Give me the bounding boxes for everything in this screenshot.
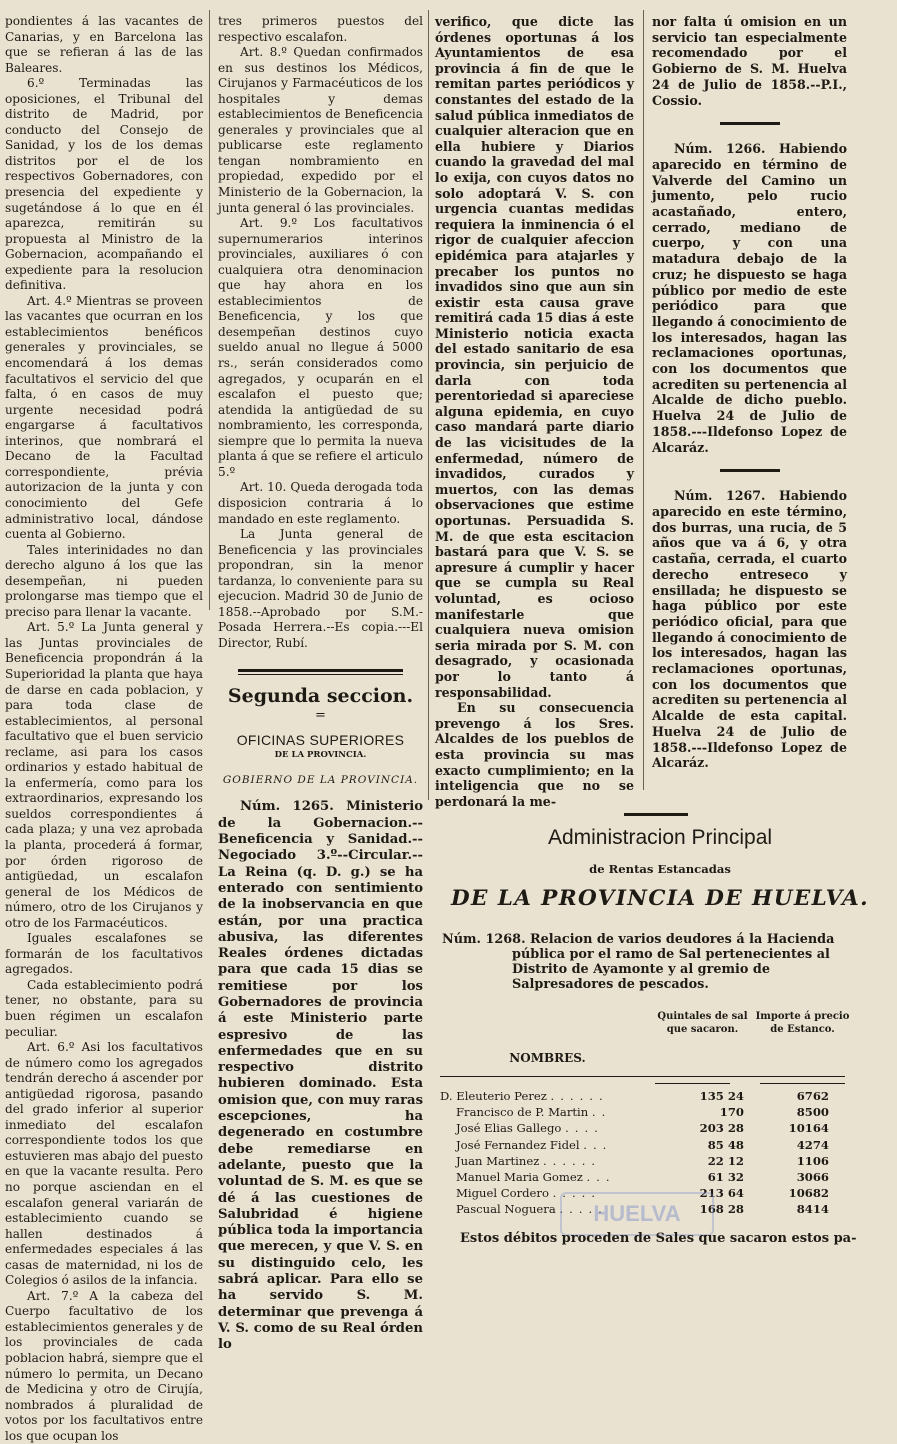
divider bbox=[720, 122, 780, 125]
paragraph: 6.º Terminadas las oposiciones, el Tribunal del distrito de Madrid, por conducto del Consejo de Sanidad, y los de los demas distritos por el de los respectivos Gobernadores, con presencia del expediente y sugetándose á lo que en él aparezca, remitirán su propuesta al Ministro de la Gobernacion, acompañando el expediente para la resolucion definitiva. bbox=[5, 76, 203, 293]
debtor-quintales: 135 24 bbox=[699, 1089, 744, 1103]
table-row bbox=[440, 1089, 855, 1105]
paragraph: Art. 8.º Quedan confirmados en sus destinos los Médicos, Cirujanos y Farmacéuticos de los hospitales y demas establecimientos de Beneficencia generales y provinciales que al publicarse este reglamento tengan nombramiento en propiedad, expedido por el Ministerio de la Gobernacion, la junta general ó las provinciales. bbox=[218, 45, 423, 215]
section-ornament: = bbox=[315, 708, 326, 724]
debtor-name: José Elias Gallego .... bbox=[456, 1121, 604, 1136]
column-3 bbox=[435, 14, 634, 809]
table-rule bbox=[655, 1083, 730, 1084]
paragraph: nor falta ú omision en un servicio tan especialmente recomendado por el Gobierno de S. M. Huelva 24 de Julio de 1858.--P.I., Cossio. bbox=[652, 14, 847, 108]
column-2 bbox=[218, 14, 423, 1354]
debtor-name: D. Eleuterio Perez ...... bbox=[440, 1089, 609, 1103]
debtor-quintales: 168 28 bbox=[699, 1202, 744, 1217]
table-row bbox=[440, 1121, 855, 1137]
notice-1267: Núm. 1267. Habiendo aparecido en este término, dos burras, una rucia, de 5 años que va á 6, y otra castaña, cerrada, el cuarto derecho entreseco y ensillada; he dispuesto se haga público por este periódico oficial, para que llegando á conocimiento de los interesados, hagan las reclamaciones oportunas, con los documentos que acrediten su pertenencia al Alcalde de esta capital. Huelva 24 de Julio de 1858.---Ildefonso Lopez de Alcaráz. bbox=[652, 488, 847, 771]
paragraph: Art. 9.º Los facultativos supernumerarios interinos provinciales, auxiliares ó con cualquiera otra denominacion que hay ahora en los establecimientos de Beneficencia, y los que desempeñan destinos cuyo sueldo anual no llegue á 5000 rs., serán considerados como agregados, y ocuparán en el escalafon el puesto que; atendida la antigüedad de su nombramiento, les corresponda, siempre que lo permita la nueva planta á que se refiere el articulo 5.º bbox=[218, 216, 423, 479]
paragraph: Art. 4.º Mientras se proveen las vacantes que ocurran en los establecimientos benéficos generales y provinciales, se encomendará á los demas facultativos el servicio del que falta, ó en casos de muy urgente necesidad podrá engargarse á facultativos interinos, que nombrará el Decano de la Facultad correspondiente, prévia autorizacion de la junta y con conocimiento del Gefe administrativo local, dándose cuenta al Gobierno. bbox=[5, 293, 203, 542]
paragraph: tres primeros puestos del respectivo escalafon. bbox=[218, 14, 423, 44]
table-rule bbox=[440, 1076, 845, 1077]
oficinas-heading: OFICINAS SUPERIORES bbox=[236, 732, 405, 749]
table-rule bbox=[760, 1083, 845, 1084]
debtor-quintales: 203 28 bbox=[699, 1121, 744, 1136]
section-title: Segunda seccion. bbox=[227, 685, 414, 708]
paragraph: Art. 6.º Asi los facultativos de número como los agregados tendrán derecho á ascender por antigüedad rigorosa, pasando del grado inferior al superior inmediato del escalafon correspondiente todos los que estuvieren mas abajo del puesto en que la vacante resulta. Pero no porque asciendan en el escalafon general variarán de establecimiento cuando se hallen destinados á enfermedades especiales á las casas de maternidad, ni los de Colegios ó asilos de la infancia. bbox=[5, 1040, 203, 1288]
notice-1266: Núm. 1266. Habiendo aparecido en término de Valverde del Camino un jumento, pelo rucio acastañado, entero, cerrado, mediano de cuerpo, y con una matadura debajo de la cruz; he dispuesto se haga público por medio de este periódico para que llegando á conocimiento de los interesados, hagan las reclamaciones oportunas, con los documentos que acrediten su pertenencia al Alcalde de dicho pueblo. Huelva 24 de Julio de 1858.---Ildefonso Lopez de Alcaráz. bbox=[652, 141, 847, 455]
continuation-line: Estos débitos proceden de Sales que sacaron estos pa- bbox=[460, 1231, 857, 1246]
admin-title: Administracion Principal bbox=[547, 826, 773, 849]
divider bbox=[624, 813, 688, 816]
debtor-name: Manuel Maria Gomez ... bbox=[456, 1169, 616, 1184]
header-names: NOMBRES. bbox=[509, 1051, 586, 1065]
debtor-name: Francisco de P. Martin .. bbox=[456, 1105, 612, 1120]
paragraph: pondientes á las vacantes de Canarias, y en Barcelona las que se refieran á las de las Baleares. bbox=[5, 14, 203, 75]
debtor-quintales: 22 12 bbox=[707, 1153, 744, 1168]
provincia-subheading: DE LA PROVINCIA. bbox=[274, 750, 367, 761]
column-divider bbox=[428, 10, 429, 800]
column-divider bbox=[209, 10, 210, 610]
section-divider bbox=[238, 669, 403, 675]
column-4 bbox=[652, 14, 847, 771]
paragraph: Tales interinidades no dan derecho alguno á los que las desempeñan, ni pueden prolongarse mas tiempo que el preciso para llenar la vacante. bbox=[5, 542, 203, 619]
paragraph: En su consecuencia prevengo á los Sres. Alcaldes de los pueblos de esta provincia su mas exacto cumplimiento; en la inteligencia que no se perdonará la me- bbox=[435, 700, 634, 809]
notice-1268: Núm. 1268. Relacion de varios deudores á la Hacienda pública por el ramo de Sal pertenecientes al Distrito de Ayamonte y al gremio de Salpresadores de pescados. bbox=[442, 932, 835, 992]
header-quintales: Quintales de sal que sacaron. bbox=[657, 1011, 748, 1035]
debtor-importe: 6762 bbox=[796, 1089, 829, 1103]
paragraph: La Junta general de Beneficencia y las provinciales propondran, sin la menor tardanza, lo conveniente para su ejecucion. Madrid 30 de Junio de 1858.--Aprobado por S.M.-Posada Herrera.--Es copia.---El Director, Rubí. bbox=[218, 527, 423, 650]
table-row bbox=[440, 1154, 855, 1170]
debtor-quintales: 170 bbox=[719, 1105, 744, 1120]
debtor-name: José Fernandez Fidel ... bbox=[456, 1137, 613, 1152]
paragraph: Art. 10. Queda derogada toda disposicion contraria á lo mandado en este reglamento. bbox=[218, 480, 423, 526]
admin-subtitle: de Rentas Estancadas bbox=[589, 862, 731, 876]
debtor-name: Juan Martinez ...... bbox=[456, 1153, 602, 1168]
admin-province: DE LA PROVINCIA DE HUELVA. bbox=[450, 886, 870, 911]
notice-1265: Núm. 1265. Ministerio de la Gobernacion.--Beneficencia y Sanidad.--Negociado 3.º--Circular.--La Reina (q. D. g.) se ha enterado con sentimiento de la inobservancia en que están, por una practica abusiva, las diferentes Reales órdenes dictadas para que cada 15 dias se remitiese por los Gobernadores de provincia á este Ministerio parte espresivo de las enfermedades que en su respectivo distrito hubieren dominado. Esta omision que, con muy raras escepciones, ha degenerado en costumbre debe remediarse en adelante, puesto que la voluntad de S. M. es que se dé á las cuestiones de Salubridad é higiene pública toda la importancia que merecen, y que V. S. en su distinguido celo, les sabrá aplicar. Para ello se ha servido S. M. determinar que prevenga á V. S. como de su Real órden lo bbox=[218, 799, 423, 1353]
paragraph: Art. 7.º A la cabeza del Cuerpo facultativo de los establecimientos generales y de los provinciales de cada poblacion habrá, siempre que el número lo permita, un Decano de Medicina y otro de Cirujía, nombrados á pluralidad de votos por los facultativos entre los que ocupan los bbox=[5, 1288, 203, 1443]
debtor-quintales: 61 32 bbox=[707, 1169, 744, 1184]
debtor-importe: 4274 bbox=[796, 1137, 829, 1152]
debtor-importe: 8414 bbox=[796, 1202, 829, 1217]
debtors-table bbox=[440, 1010, 855, 1219]
table-row bbox=[440, 1105, 855, 1121]
divider bbox=[720, 469, 780, 472]
debtor-quintales: 213 64 bbox=[699, 1186, 744, 1201]
header-importe: Importe á precio de Estanco. bbox=[755, 1011, 850, 1035]
debtor-importe: 1106 bbox=[796, 1153, 829, 1168]
table-row bbox=[440, 1170, 855, 1186]
debtor-importe: 3066 bbox=[796, 1169, 829, 1184]
debtor-name: Miguel Cordero ..... bbox=[456, 1186, 602, 1201]
paragraph: verifico, que dicte las órdenes oportunas á los Ayuntamientos de esa provincia á fin de que le remitan partes periódicos y constantes del estado de la salud pública inmediatos de cualquier alteracion que en ella hubiere y Diarios cuando la gravedad del mal lo exija, con cuyos datos no solo adoptará V. S. con urgencia cuantas medidas requiera la inminencia ó el rigor de cualquier afeccion epidémica para atajarles y precaber los puntos no invadidos sino que aun sin existir esta causa grave remitirá cada 15 dias á este Ministerio noticia exacta del estado sanitario de esa provincia, sin perjuicio de darla con toda perentoriedad si apareciese alguna epidemia, en cuyo caso mandará parte diario de las vicisitudes de la enfermedad, número de invadidos, curados y muertos, con las demas observaciones que estime oportunas. Persuadida S. M. de que esta escitacion bastará para que V. S. se apresure á cumplir y hacer que se cumpla su Real voluntad, es ocioso manifestarle que cualquiera nueva omision seria mirada por S. M. con desagrado, y ocasionada por lo tanto á responsabilidad. bbox=[435, 14, 634, 700]
debtor-importe: 8500 bbox=[796, 1105, 829, 1120]
debtor-name: Pascual Noguera ..... bbox=[456, 1202, 608, 1217]
debtor-quintales: 85 48 bbox=[707, 1137, 744, 1152]
watermark-logo: HUELVA bbox=[560, 1192, 714, 1236]
debtor-importe: 10682 bbox=[788, 1186, 829, 1201]
table-row bbox=[440, 1138, 855, 1154]
administracion-section bbox=[430, 825, 890, 992]
gobierno-heading: GOBIERNO DE LA PROVINCIA. bbox=[222, 774, 419, 787]
table-header bbox=[440, 1010, 855, 1071]
column-divider bbox=[643, 10, 644, 790]
paragraph: Iguales escalafones se formarán de los facultativos agregados. bbox=[5, 931, 203, 977]
column-1 bbox=[5, 14, 203, 1444]
debtor-importe: 10164 bbox=[788, 1121, 829, 1136]
paragraph: Art. 5.º La Junta general y las Juntas provinciales de Beneficencia propondrán á la Superioridad la planta que haya de darse en cada poblacion, y para toda clase de establecimientos, al personal facultativo que el buen servicio reclame, asi para los casos ordinarios y estado habitual de la enfermería, como para los extraordinarios, expresando los sueldos correspondientes á cada plaza; y una vez aprobada la planta, procederá á formar, por órden rigoroso de antigüedad, un escalafon general de los Médicos de número, otro de los Cirujanos y otro de los Farmacéuticos. bbox=[5, 620, 203, 930]
paragraph: Cada establecimiento podrá tener, no obstante, para su buen régimen un escalafon peculiar. bbox=[5, 977, 203, 1039]
